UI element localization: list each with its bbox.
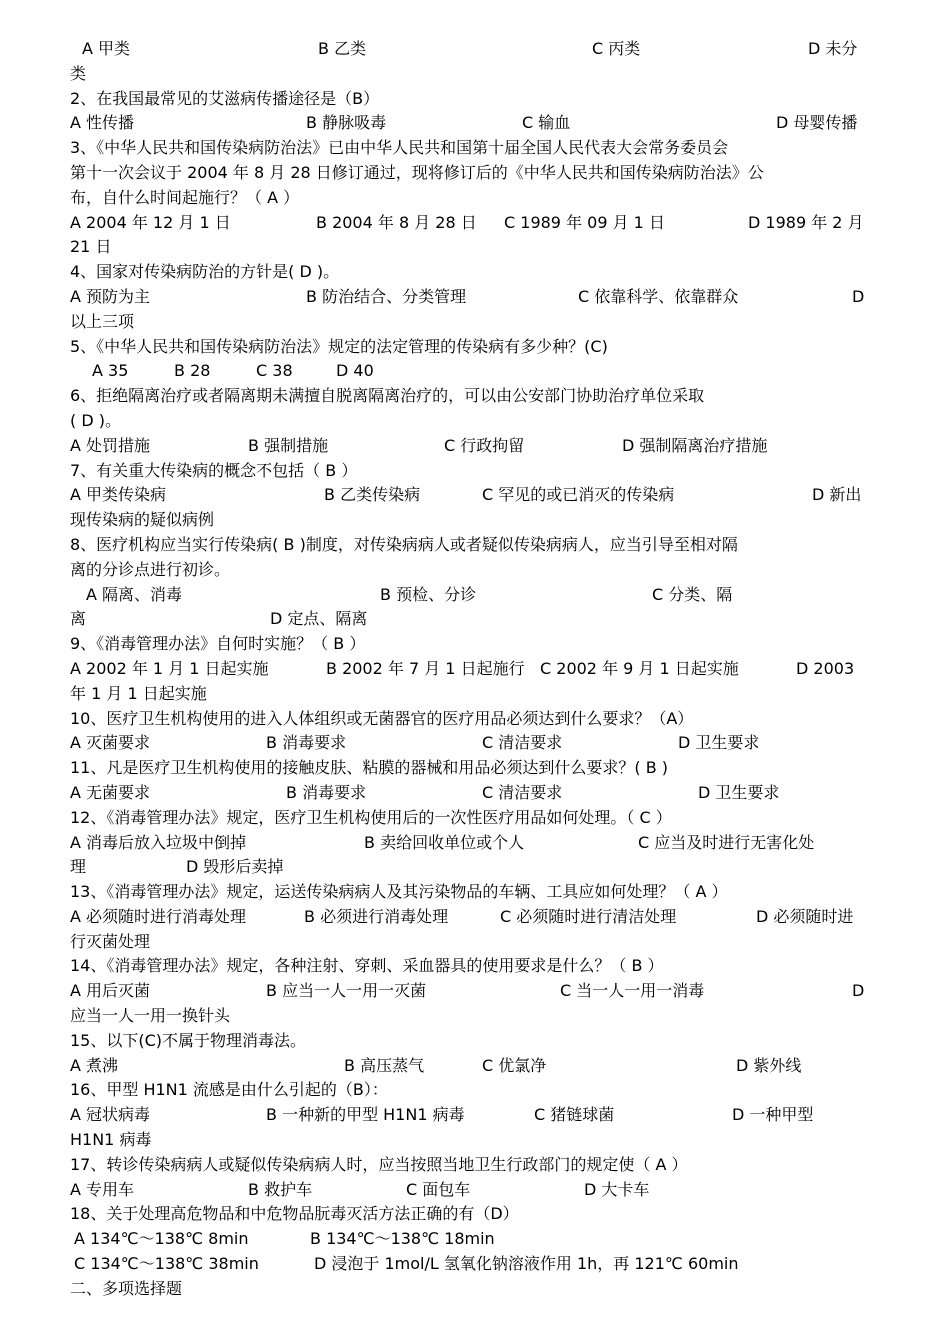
text-line (70, 1252, 870, 1277)
answer-option: B 乙类 (318, 39, 367, 58)
answer-option: B 2002 年 7 月 1 日起施行 (326, 658, 525, 678)
answer-option: D 必须随时进 (756, 906, 854, 926)
text-run: 12、《消毒管理办法》规定，医疗卫生机构使用后的一次性医疗用品如何处理。（ C ） (70, 807, 672, 827)
text-line (70, 607, 870, 632)
answer-option: A 必须随时进行消毒处理 (70, 906, 247, 926)
answer-option: A 134℃～138℃ 8min (74, 1229, 249, 1249)
answer-option: D 强制隔离治疗措施 (622, 435, 768, 455)
answer-option: D 大卡车 (584, 1179, 650, 1199)
answer-option: D 2003 (796, 658, 855, 678)
answer-option: A 灭菌要求 (70, 733, 151, 753)
text-line (70, 558, 870, 583)
answer-option: C 依靠科学、依靠群众 (578, 286, 739, 306)
text-line (70, 979, 870, 1004)
answer-option: B 应当一人一用一灭菌 (266, 981, 427, 1001)
answer-option: B 28 (174, 361, 211, 381)
text-line (70, 1202, 870, 1227)
text-run: 9、《消毒管理办法》自何时实施？（ B ） (70, 634, 366, 654)
answer-option: 理 (70, 857, 87, 877)
text-line (70, 285, 870, 310)
text-run: 行灭菌处理 (70, 931, 151, 951)
text-run: 第十一次会议于 2004 年 8 月 28 日修订通过，现将修订后的《中华人民共和国传染病防治法》公 (70, 162, 764, 182)
answer-option: C 2002 年 9 月 1 日起实施 (540, 658, 739, 678)
answer-option: C 1989 年 09 月 1 日 (504, 212, 665, 232)
answer-option: C 清洁要求 (482, 782, 563, 802)
text-run: 16、甲型 H1N1 流感是由什么引起的（B）： (70, 1080, 388, 1100)
text-line (70, 1029, 870, 1054)
answer-option: B 卖给回收单位或个人 (364, 832, 525, 852)
text-run: 18、关于处理高危物品和中危物品朊毒灭活方法正确的有（D） (70, 1204, 519, 1224)
text-line (70, 434, 870, 459)
text-line (70, 831, 870, 856)
text-line (70, 87, 870, 112)
text-line (70, 310, 870, 335)
text-line (70, 37, 870, 62)
text-run: 2、在我国最常见的艾滋病传播途径是（B） (70, 88, 380, 108)
answer-option: D 卫生要求 (678, 733, 760, 753)
answer-option: C 优氯净 (482, 1055, 547, 1075)
text-run: 13、《消毒管理办法》规定，运送传染病病人及其污染物品的车辆、工具应如何处理？（ A ） (70, 882, 728, 902)
text-run: 6、拒绝隔离治疗或者隔离期未满擅自脱离隔离治疗的，可以由公安部门协助治疗单位采取 (70, 386, 705, 406)
text-run: 14、《消毒管理办法》规定，各种注射、穿刺、采血器具的使用要求是什么？（ B ） (70, 956, 664, 976)
answer-option: B 静脉吸毒 (306, 113, 387, 133)
text-run: H1N1 病毒 (70, 1130, 152, 1150)
answer-option: D 未分 (808, 39, 858, 58)
text-run: 以上三项 (70, 311, 135, 331)
answer-option: C 应当及时进行无害化处 (638, 832, 815, 852)
answer-option: C 面包车 (406, 1179, 471, 1199)
answer-option: C 输血 (522, 113, 571, 133)
text-line (70, 806, 870, 831)
answer-option: A 甲类传染病 (70, 485, 167, 505)
answer-option: D 40 (336, 361, 374, 381)
text-line (70, 508, 870, 533)
answer-option: B 2004 年 8 月 28 日 (316, 212, 477, 232)
answer-option: B 强制措施 (248, 435, 329, 455)
text-run: 21 日 (70, 237, 112, 257)
answer-option: A 专用车 (70, 1179, 135, 1199)
answer-option: C 分类、隔 (652, 584, 733, 604)
text-line (70, 260, 870, 285)
text-line (70, 409, 870, 434)
text-line (70, 186, 870, 211)
answer-option: D (852, 981, 865, 1001)
answer-option: B 救护车 (248, 1179, 313, 1199)
text-line (70, 707, 870, 732)
answer-option: D 定点、隔离 (270, 609, 368, 629)
text-run: 二、多项选择题 (70, 1278, 183, 1298)
answer-option: C 猪链球菌 (534, 1105, 615, 1125)
text-line (70, 632, 870, 657)
answer-option: B 一种新的甲型 H1N1 病毒 (266, 1105, 465, 1125)
answer-option: A 冠状病毒 (70, 1105, 151, 1125)
text-line (70, 1128, 870, 1153)
text-line (70, 533, 870, 558)
text-line (70, 1153, 870, 1178)
text-line (70, 459, 870, 484)
answer-option: A 性传播 (70, 113, 135, 133)
text-line (70, 1004, 870, 1029)
answer-option: D 一种甲型 (732, 1105, 814, 1125)
text-run: 8、医疗机构应当实行传染病( B )制度，对传染病病人或者疑似传染病病人，应当引导至相对隔 (70, 534, 738, 554)
text-run: 3、《中华人民共和国传染病防治法》已由中华人民共和国第十届全国人民代表大会常务委员会 (70, 138, 729, 158)
text-line (70, 136, 870, 161)
answer-option: A 隔离、消毒 (86, 584, 183, 604)
answer-option: D 1989 年 2 月 (748, 212, 864, 232)
answer-option: B 防治结合、分类管理 (306, 286, 467, 306)
answer-option: A 2004 年 12 月 1 日 (70, 212, 231, 232)
answer-option: C 罕见的或已消灭的传染病 (482, 485, 675, 505)
text-run: 离的分诊点进行初诊。 (70, 559, 231, 579)
answer-option: B 消毒要求 (286, 782, 367, 802)
answer-option: D 浸泡于 1mol/L 氢氧化钠溶液作用 1h，再 121℃ 60min (314, 1254, 739, 1274)
answer-option: B 必须进行消毒处理 (304, 906, 449, 926)
text-line (70, 359, 870, 384)
text-line (70, 1227, 870, 1252)
answer-option: A 无菌要求 (70, 782, 151, 802)
answer-option: B 134℃～138℃ 18min (310, 1229, 495, 1249)
answer-option: C 清洁要求 (482, 733, 563, 753)
text-run: 10、医疗卫生机构使用的进入人体组织或无菌器官的医疗用品必须达到什么要求？（A） (70, 708, 694, 728)
answer-option: D 母婴传播 (776, 113, 858, 133)
text-line (70, 583, 870, 608)
text-line (70, 111, 870, 136)
answer-option: D 毁形后卖掉 (186, 857, 284, 877)
answer-option: D 紫外线 (736, 1055, 802, 1075)
text-run: 年 1 月 1 日起实施 (70, 683, 207, 703)
text-line (70, 211, 870, 236)
answer-option: B 高压蒸气 (344, 1055, 425, 1075)
answer-option: C 134℃～138℃ 38min (74, 1254, 259, 1274)
text-line (70, 335, 870, 360)
text-line (70, 161, 870, 186)
text-line (70, 880, 870, 905)
answer-option: A 煮沸 (70, 1055, 119, 1075)
text-line (70, 682, 870, 707)
text-line (70, 756, 870, 781)
text-run: 类 (70, 63, 87, 83)
answer-option: B 消毒要求 (266, 733, 347, 753)
answer-option: 离 (70, 609, 87, 629)
text-line (70, 954, 870, 979)
answer-option: A 2002 年 1 月 1 日起实施 (70, 658, 269, 678)
text-run: 15、以下(C)不属于物理消毒法。 (70, 1030, 307, 1050)
answer-option: D 卫生要求 (698, 782, 780, 802)
text-line (70, 781, 870, 806)
answer-option: A 用后灭菌 (70, 981, 151, 1001)
answer-option: B 预检、分诊 (380, 584, 477, 604)
text-run: 现传染病的疑似病例 (70, 510, 215, 530)
text-line (70, 1054, 870, 1079)
answer-option: A 甲类 (82, 39, 131, 58)
answer-option: D 新出 (812, 485, 862, 505)
answer-option: C 丙类 (592, 39, 641, 58)
text-run: 11、凡是医疗卫生机构使用的接触皮肤、粘膜的器械和用品必须达到什么要求？( B ) (70, 758, 668, 778)
answer-option: A 预防为主 (70, 286, 151, 306)
text-line (70, 905, 870, 930)
text-line (70, 1277, 870, 1302)
answer-option: D (852, 286, 865, 306)
text-line (70, 483, 870, 508)
answer-option: C 必须随时进行清洁处理 (500, 906, 677, 926)
document-body (70, 37, 870, 1302)
answer-option: A 35 (92, 361, 129, 381)
text-run: 布，自什么时间起施行？（ A ） (70, 187, 300, 207)
text-line (70, 62, 870, 87)
text-line (70, 657, 870, 682)
answer-option: A 消毒后放入垃圾中倒掉 (70, 832, 247, 852)
text-line (70, 731, 870, 756)
text-run: 5、《中华人民共和国传染病防治法》规定的法定管理的传染病有多少种？(C) (70, 336, 608, 356)
answer-option: A 处罚措施 (70, 435, 151, 455)
text-line (70, 1078, 870, 1103)
text-line (70, 1178, 870, 1203)
text-run: 应当一人一用一换针头 (70, 1006, 231, 1026)
text-run: ( D )。 (70, 410, 121, 430)
text-line (70, 930, 870, 955)
answer-option: C 行政拘留 (444, 435, 525, 455)
text-run: 7、有关重大传染病的概念不包括（ B ） (70, 460, 358, 480)
answer-option: C 38 (256, 361, 293, 381)
text-line (70, 855, 870, 880)
answer-option: B 乙类传染病 (324, 485, 421, 505)
text-line (70, 384, 870, 409)
text-line (70, 235, 870, 260)
answer-option: C 当一人一用一消毒 (560, 981, 705, 1001)
text-run: 4、国家对传染病防治的方针是( D )。 (70, 262, 340, 282)
text-line (70, 1103, 870, 1128)
text-run: 17、转诊传染病病人或疑似传染病病人时，应当按照当地卫生行政部门的规定使（ A ） (70, 1154, 688, 1174)
